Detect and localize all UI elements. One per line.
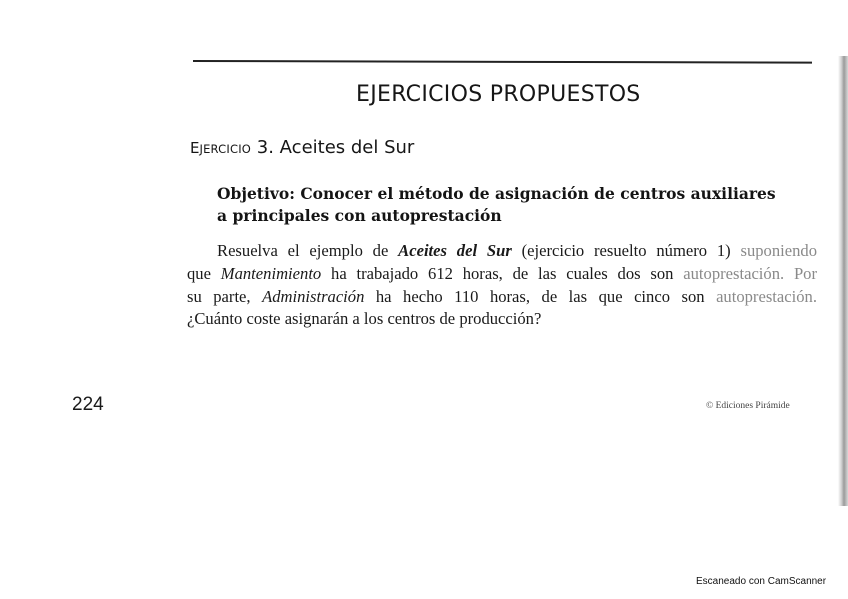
exercise-label-initial: E bbox=[190, 139, 200, 157]
objective-line-1: Objetivo: Conocer el método de asignación de centros auxiliares bbox=[217, 184, 776, 203]
publisher-credit: © Ediciones Pirámide bbox=[706, 401, 790, 411]
text-span: autoprestación. Por bbox=[683, 263, 818, 283]
section-title: EJERCICIOS PROPUESTOS bbox=[356, 82, 641, 107]
objective bbox=[217, 183, 777, 227]
statement-line-3 bbox=[187, 286, 817, 309]
statement-line-2 bbox=[187, 263, 817, 286]
exercise-title: 3. Aceites del Sur bbox=[251, 137, 415, 158]
top-rule bbox=[193, 60, 812, 64]
page-edge-shadow bbox=[838, 56, 848, 506]
statement-line-1 bbox=[187, 240, 817, 263]
text-span: Resuelva el ejemplo de bbox=[217, 241, 399, 260]
text-span: (ejercicio resuelto número 1) bbox=[511, 241, 741, 260]
company-name: Aceites del Sur bbox=[398, 241, 512, 260]
text-span: autoprestación. bbox=[716, 286, 817, 306]
text-span: ha hecho 110 horas, de las que cinco son bbox=[364, 286, 717, 306]
scanner-watermark: Escaneado con CamScanner bbox=[696, 576, 827, 587]
exercise-label: JERCICIO bbox=[199, 142, 252, 156]
text-span: suponiendo bbox=[740, 241, 817, 260]
page-number: 224 bbox=[72, 394, 104, 415]
statement-line-4: ¿Cuánto coste asignarán a los centros de producción? bbox=[187, 309, 542, 329]
text-span: su parte, bbox=[187, 286, 263, 306]
exercise-heading bbox=[190, 137, 414, 158]
objective-line-2: a principales con autoprestación bbox=[217, 206, 502, 225]
exercise-statement bbox=[187, 240, 817, 331]
department-name: Administración bbox=[262, 286, 365, 306]
department-name: Mantenimiento bbox=[220, 263, 322, 283]
text-span: que bbox=[187, 263, 221, 283]
text-span: ha trabajado 612 horas, de las cuales dos son bbox=[321, 263, 684, 283]
